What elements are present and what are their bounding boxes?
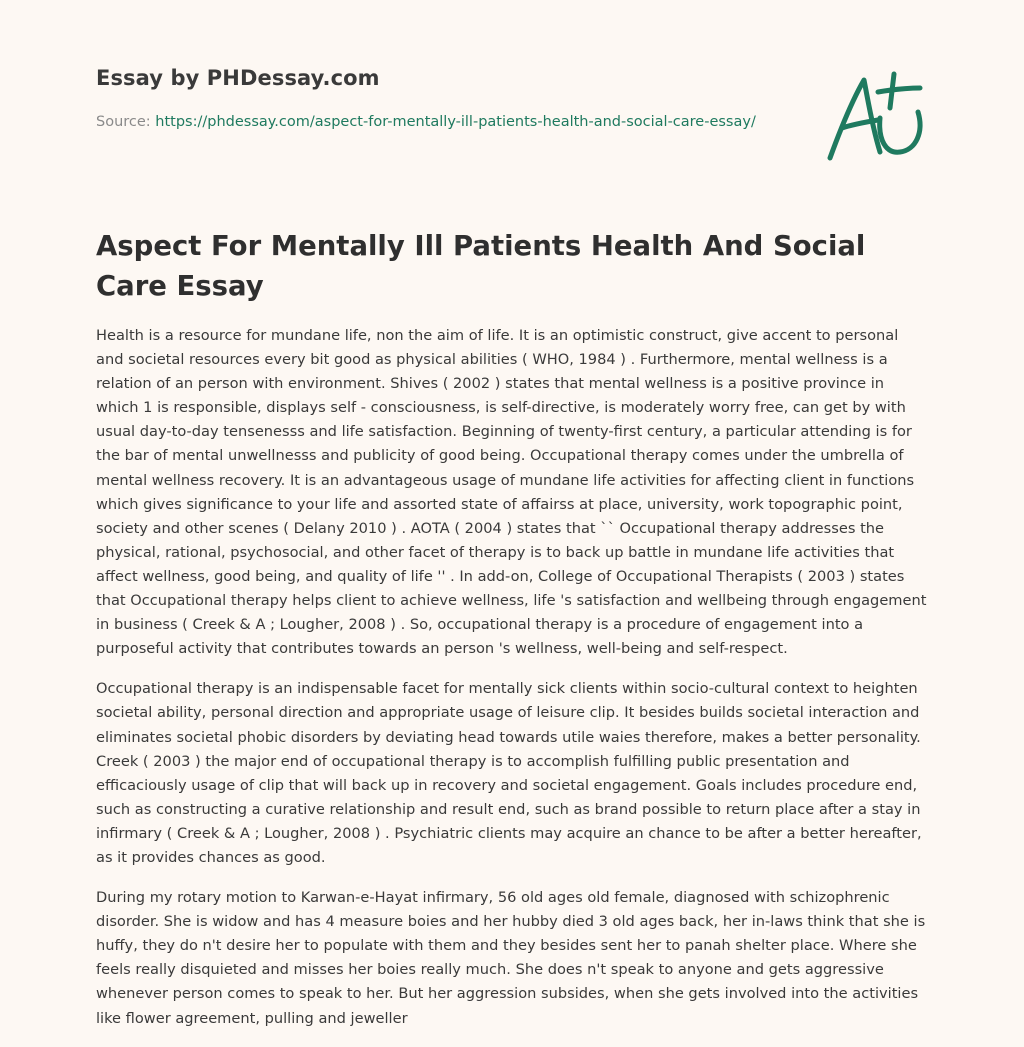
source-label: Source:	[96, 114, 151, 130]
essay-paragraph: During my rotary motion to Karwan-e-Hayat infirmary, 56 old ages old female, diagnosed with schizophrenic disorder. She is widow and has 4 measure boies and her hubby died 3 old ages back, her in-laws think that she is huffy, they do n't desire her to populate with them and they besides sent her to panah shelter place. Where she feels really disquieted and misses her boies really much. She does n't speak to anyone and gets aggressive whenever person comes to speak to her. But her aggression subsides, when she gets involved into the activities like flower agreement, pulling and jeweller	[96, 889, 926, 1027]
source-link[interactable]: https://phdessay.com/aspect-for-mentally-ill-patients-health-and-social-care-essay/	[155, 114, 756, 130]
site-name: Essay by PHDessay.com	[96, 66, 380, 90]
essay-body	[96, 324, 928, 1047]
essay-paragraph: Occupational therapy is an indispensable facet for mentally sick clients within socio-cultural context to heighten societal ability, personal direction and appropriate usage of leisure clip. It besides builds societal interaction and eliminates societal phobic disorders by deviating head towards utile waies therefore, makes a better personality. Creek ( 2003 ) the major end of occupational therapy is to accomplish fulfilling public presentation and efficaciously usage of clip that will back up in recovery and societal engagement. Goals includes procedure end, such as constructing a curative relationship and result end, such as brand possible to return place after a stay in infirmary ( Creek & A ; Lougher, 2008 ) . Psychiatric clients may acquire an chance to be after a better hereafter, as it provides chances as good.	[96, 680, 922, 866]
page-header	[96, 64, 776, 134]
a-plus-grade-icon	[820, 66, 930, 166]
essay-title: Aspect For Mentally Ill Patients Health And Social Care Essay	[96, 230, 866, 302]
essay-paragraph: Health is a resource for mundane life, non the aim of life. It is an optimistic construct, give accent to personal and societal resources every bit good as physical abilities ( WHO, 1984 ) . Furthermore, mental wellness is a relation of an person with environment. Shives ( 2002 ) states that mental wellness is a positive province in which 1 is responsible, displays self - consciousness, is self-directive, is moderately worry free, can get by with usual day-to-day tensenesss and life satisfaction. Beginning of twenty-first century, a particular attending is for the bar of mental unwellnesss and publicity of good being. Occupational therapy comes under the umbrella of mental wellness recovery. It is an advantageous usage of mundane life activities for affecting client in functions which gives significance to your life and assorted state of affairss at place, university, work topographic point, society and other scenes ( Delany 2010 ) . AOTA ( 2004 ) states that `` Occupational therapy addresses the physical, rational, psychosocial, and other facet of therapy is to back up battle in mundane life activities that affect wellness, good being, and quality of life '' . In add-on, College of Occupational Therapists ( 2003 ) states that Occupational therapy helps client to achieve wellness, life 's satisfaction and wellbeing through engagement in business ( Creek & A ; Lougher, 2008 ) . So, occupational therapy is a procedure of engagement into a purposeful activity that contributes towards an person 's wellness, well-being and self-respect.	[96, 327, 927, 658]
source-line	[96, 111, 756, 134]
